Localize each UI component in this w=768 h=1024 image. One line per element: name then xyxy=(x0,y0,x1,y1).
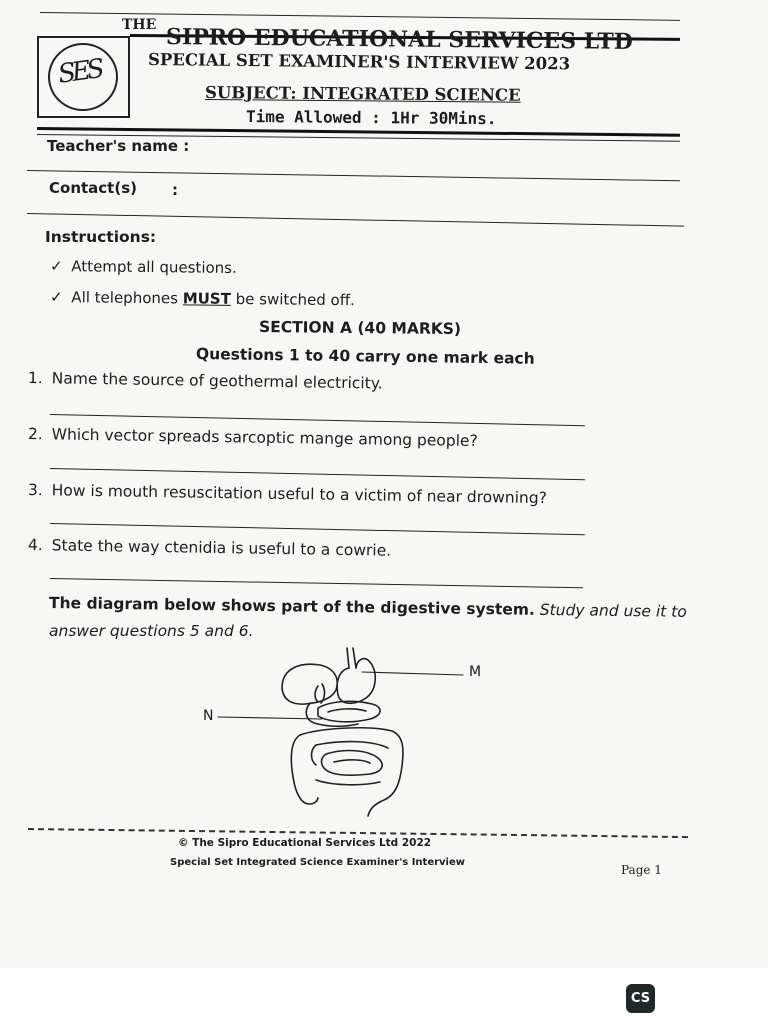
question-text: How is mouth resuscitation useful to a victim of near drowning? xyxy=(51,481,548,508)
camscanner-badge: CS xyxy=(626,984,655,1013)
company-name: SIPRO EDUCATIONAL SERVICES LTD xyxy=(165,24,633,55)
page-number: Page 1 xyxy=(621,863,662,877)
instructions-title: Instructions: xyxy=(45,228,157,246)
question-number: 4. xyxy=(27,536,43,555)
answer-line-1[interactable] xyxy=(50,414,585,426)
teacher-name-label: Teacher's name : xyxy=(47,137,190,155)
contact-line[interactable] xyxy=(27,213,684,227)
instruction-text-end: be switched off. xyxy=(230,289,355,310)
question-3 xyxy=(28,481,547,507)
logo-seal xyxy=(48,43,118,111)
contact-colon: : xyxy=(172,181,178,199)
question-4 xyxy=(28,536,391,560)
section-title: SECTION A (40 MARKS) xyxy=(258,318,462,339)
instruction-text: Attempt all questions. xyxy=(71,257,237,277)
subject-title: SUBJECT: INTEGRATED SCIENCE xyxy=(204,83,521,105)
the-label: THE xyxy=(122,17,157,33)
exam-title: SPECIAL SET EXAMINER'S INTERVIEW 2023 xyxy=(147,50,571,74)
check-icon: ✓ xyxy=(49,288,63,307)
footer-title: Special Set Integrated Science Examiner's Interview xyxy=(170,857,465,868)
answer-line-2[interactable] xyxy=(50,468,585,480)
question-text: Which vector spreads sarcoptic mange among people? xyxy=(51,425,478,451)
instruction-emphasis: MUST xyxy=(182,289,232,308)
diagram-intro-bold: The diagram below shows part of the digestive system. xyxy=(48,594,535,619)
diagram-intro-italic: Study and use it to xyxy=(534,600,687,621)
instruction-text: All telephones xyxy=(71,288,183,308)
question-number: 1. xyxy=(27,369,43,388)
diagram-label-m: M xyxy=(469,664,482,680)
question-text: Name the source of geothermal electricity. xyxy=(51,369,383,393)
section-subtitle: Questions 1 to 40 carry one mark each xyxy=(195,345,535,368)
check-icon: ✓ xyxy=(49,257,63,276)
footer-copyright: © The Sipro Educational Services Ltd 2022 xyxy=(178,837,432,849)
question-2 xyxy=(28,425,478,450)
instruction-item xyxy=(50,257,237,277)
diagram-label-n: N xyxy=(203,708,214,724)
question-1 xyxy=(28,369,383,393)
answer-line-4[interactable] xyxy=(50,578,583,588)
answer-line-3[interactable] xyxy=(50,523,585,535)
logo-box xyxy=(37,36,130,118)
contact-label: Contact(s) xyxy=(49,179,137,197)
question-number: 2. xyxy=(27,425,43,444)
logo-seal-letters: SES xyxy=(56,54,103,90)
instruction-item xyxy=(50,288,355,309)
diagram-intro xyxy=(49,594,687,621)
time-allowed: Time Allowed : 1Hr 30Mins. xyxy=(245,107,497,129)
question-text: State the way ctenidia is useful to a cowrie. xyxy=(51,536,392,560)
question-number: 3. xyxy=(27,481,43,500)
diagram-intro-line-2: answer questions 5 and 6. xyxy=(49,622,254,640)
